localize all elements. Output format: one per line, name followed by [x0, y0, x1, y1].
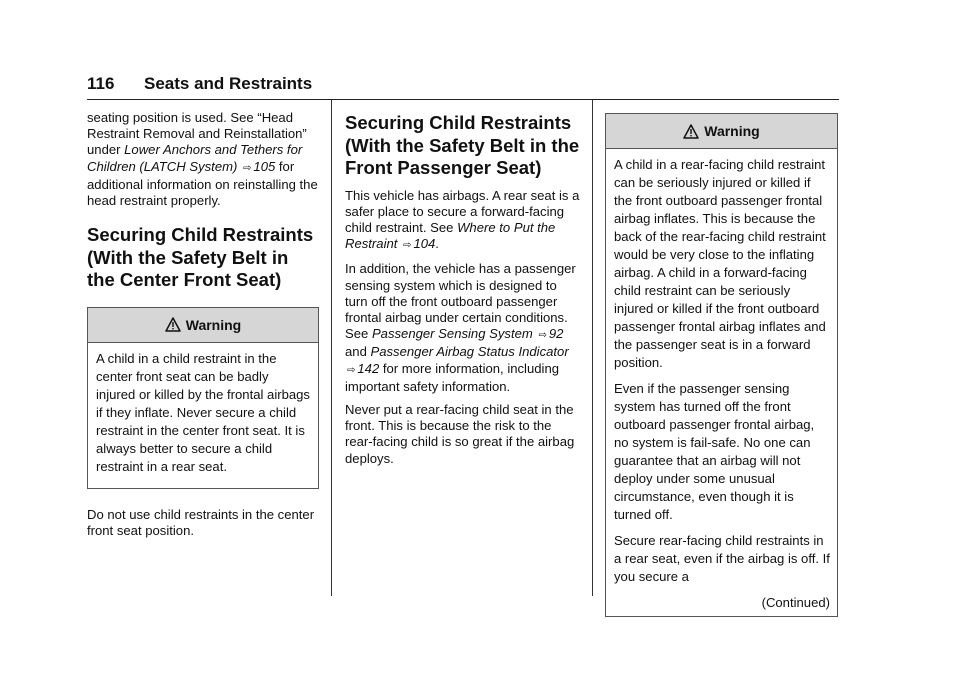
- column-divider-left: [331, 100, 332, 596]
- section-heading-center-seat: Securing Child Restraints (With the Safety Belt in the Center Front Seat): [87, 224, 314, 291]
- warning-text: A child in a rear-facing child restraint can be seriously injured or killed if the front outboard passenger frontal airbag inflates. This is because the back of the rear-facing child restraint would be very close to the inflating airbag. A child in a forward-facing child restraint can be seriously injured or killed if the front outboard passenger frontal airbag inflates and the passenger seat is in a forward position.: [614, 157, 826, 370]
- warning-body: [88, 343, 318, 488]
- reference-page-number: 92: [548, 326, 564, 342]
- reference-page-number: 105: [253, 158, 276, 174]
- warning-header: [88, 308, 318, 343]
- section-title: Seats and Restraints: [144, 74, 313, 93]
- intro-paragraph: seating position is used. See “Head Restraint Removal and Reinstallation” under Lower Anchors and Tethers for Children (LATCH System) ⇨ 105 for additional information on reinstalling the head restraint properly.: [87, 110, 318, 209]
- column-divider-right: [592, 100, 593, 596]
- reference-page-number: 104: [413, 236, 436, 252]
- page-reference-icon: ⇨: [347, 364, 356, 376]
- cross-reference-link[interactable]: Where to Put the Restraint: [345, 219, 556, 252]
- column-1: [87, 110, 319, 546]
- warning-header: [606, 114, 837, 149]
- page-reference-icon: ⇨: [243, 162, 252, 174]
- warning-triangle-icon: [683, 124, 699, 139]
- center-seat-note: Do not use child restraints in the center front seat position.: [87, 506, 315, 538]
- rear-facing-paragraph: Never put a rear-facing child seat in the front. This is because the risk to the rear-facing child is so great if the airbag deploys.: [345, 401, 575, 466]
- cross-reference-link[interactable]: Passenger Sensing System: [371, 326, 533, 342]
- airbag-paragraph: This vehicle has airbags. A rear seat is a safer place to secure a forward-facing child restraint. See Where to Put the Restraint ⇨ 104.: [345, 187, 580, 252]
- reference-page-number: 142: [357, 360, 380, 376]
- warning-body: [606, 149, 837, 616]
- warning-text: A child in a child restraint in the center front seat can be badly injured or killed by the frontal airbags if they inflate. Never secure a child restraint in the center front seat. It is always better to secure a child restraint in a rear seat.: [96, 350, 310, 474]
- page-reference-icon: ⇨: [403, 240, 412, 252]
- column-3: [605, 110, 838, 617]
- continued-label: (Continued): [761, 595, 830, 610]
- warning-box-center-seat: [87, 307, 319, 489]
- warning-text: Secure rear-facing child restraints in a rear seat, even if the airbag is off. If you secure a: [614, 533, 830, 584]
- cross-reference-link[interactable]: Passenger Airbag Status Indicator: [370, 344, 569, 360]
- cross-reference-link[interactable]: Lower Anchors and Tethers for Children (LATCH System): [87, 142, 303, 174]
- page-number: 116: [87, 74, 115, 93]
- page-reference-icon: ⇨: [538, 330, 547, 342]
- warning-title: Warning: [185, 316, 242, 333]
- warning-title: Warning: [704, 122, 760, 139]
- warning-box-rear-facing: [605, 113, 838, 617]
- page-header: [87, 70, 839, 100]
- warning-text: Even if the passenger sensing system has turned off the front outboard passenger frontal airbag, no system is fail-safe. No one can guarantee that an airbag will not deploy under some unusual circumstance, even though it is turned off.: [614, 381, 815, 522]
- section-heading-passenger-seat: Securing Child Restraints (With the Safety Belt in the Front Passenger Seat): [345, 112, 580, 178]
- warning-triangle-icon: [165, 317, 181, 332]
- column-2: [345, 110, 581, 474]
- sensing-system-paragraph: In addition, the vehicle has a passenger sensing system which is designed to turn off the front outboard passenger frontal airbag under certain conditions. See Passenger Sensing System ⇨ 92 and Passenger Airbag Status Indicator ⇨ 142 for more information, including important safety information.: [345, 261, 576, 394]
